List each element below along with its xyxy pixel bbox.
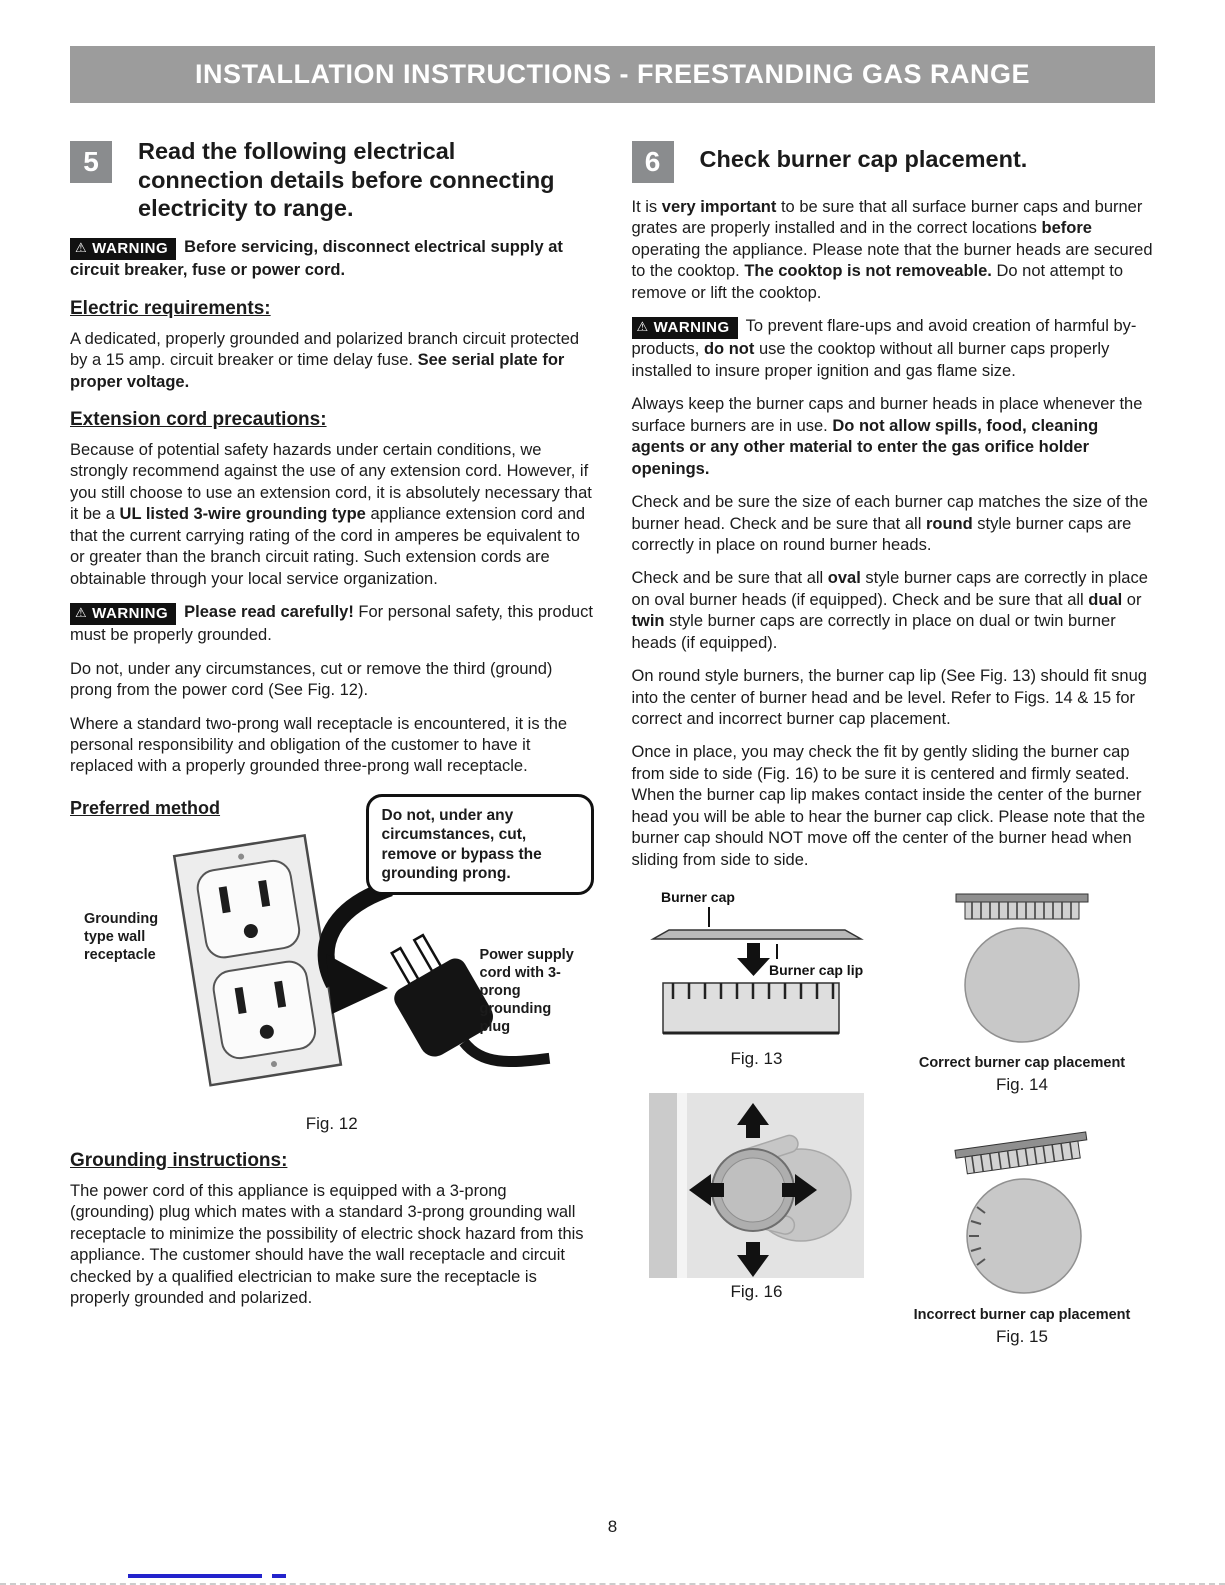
para-slide-check: Once in place, you may check the fit by gently sliding the burner cap from side to side (Fig. 16) to be sure it is centered and firmly seated. When the burner cap lip makes contact inside the center of the burner head you will be able to hear the burner cap click. Please note that the burner cap should NOT move off the center of the burner head when sliding from side to side. xyxy=(631,743,1146,869)
warning-disconnect-text: Before servicing, disconnect electrical supply at circuit breaker, fuse or power cord. xyxy=(70,237,563,280)
para-third-prong: Do not, under any circumstances, cut or remove the third (ground) prong from the power cord (See Fig. 12). xyxy=(70,659,553,700)
warning-flareups-text: To prevent flare-ups and avoid creation of harmful by-products, do not use the cooktop without all burner caps properly installed to insure proper ignition and gas flame size. xyxy=(631,317,1137,380)
figure-14-illustration xyxy=(932,889,1112,1047)
figure-12 xyxy=(70,798,594,1134)
warning-triangle-icon: ⚠ xyxy=(636,320,649,336)
step-6-header xyxy=(632,137,1156,183)
para-burner-cap-lip: On round style burners, the burner cap lip (See Fig. 13) should fit snug into the center of burner head and be level. Refer to Figs. 14 & 15 for correct and incorrect burner cap placement. xyxy=(631,667,1147,728)
figures-grid xyxy=(632,887,1156,1347)
para-extension-cord: Because of potential safety hazards under certain conditions, we strongly recommend against the use of any extension cord. However, if you still choose to use an extension cord, it is absolutely necessary that it be a UL listed 3-wire grounding type appliance extension cord and that the current carrying rating of the cord in amperes be equivalent to or greater than the branch circuit rating. Such extension cords are obtainable through your local service organization. xyxy=(70,440,592,588)
step-6-title: Check burner cap placement. xyxy=(699,146,1028,172)
warning-label: WARNING xyxy=(92,239,169,257)
warning-label: WARNING xyxy=(653,318,730,336)
heading-extension-cord: Extension cord precautions: xyxy=(70,408,327,430)
warning-disconnect-supply xyxy=(70,237,594,282)
scan-artifact-line-small xyxy=(272,1574,286,1578)
figure-12-caption: Fig. 12 xyxy=(305,1113,358,1133)
para-burner-caps-important: It is very important to be sure that all surface burner caps and burner grates are properly installed and in the correct locations before operating the appliance. Please note that the burner heads are secured to the cooktop. The cooktop is not removeable. Do not attempt to remove or lift the cooktop. xyxy=(631,198,1153,302)
preferred-method-label: Preferred method xyxy=(70,797,221,818)
burner-cap-lip-label: Burner cap lip xyxy=(768,962,863,979)
para-keep-caps-in-place: Always keep the burner caps and burner heads in place whenever the surface burners are in use. Do not allow spills, food, cleaning agents or any other material to enter the gas orifice holder openings. xyxy=(631,395,1143,478)
page-number: 8 xyxy=(607,1517,618,1536)
curved-arrow-icon xyxy=(326,888,390,1014)
page-header xyxy=(70,46,1155,103)
warning-triangle-icon: ⚠ xyxy=(75,606,88,622)
heading-electric-requirements: Electric requirements: xyxy=(70,297,271,319)
heading-grounding-instructions: Grounding instructions: xyxy=(70,1149,288,1171)
label-grounding-receptacle: Grounding type wall receptacle xyxy=(84,910,159,964)
grounding-prong-callout: Do not, under any circumstances, cut, remove or bypass the grounding prong. xyxy=(366,794,594,896)
figure-16 xyxy=(632,1093,882,1302)
step-5-header xyxy=(70,137,594,223)
figure-16-caption: Fig. 16 xyxy=(730,1282,783,1302)
step-5-number-box: 5 xyxy=(70,141,112,183)
figure-14-caption: Fig. 14 xyxy=(996,1075,1048,1095)
warning-label: WARNING xyxy=(92,604,169,622)
warning-triangle-icon: ⚠ xyxy=(75,240,88,256)
left-column xyxy=(70,137,594,1347)
warning-badge xyxy=(632,317,738,340)
para-round-caps: Check and be sure the size of each burner cap matches the size of the burner head. Check and be sure that all round style burner caps are correctly in place on round burner heads. xyxy=(631,493,1148,554)
figure-16-illustration xyxy=(649,1093,864,1278)
para-oval-dual-twin-caps: Check and be sure that all oval style burner caps are correctly in place on oval burner heads (if equipped). Check and be sure that all dual or twin style burner caps are correctly in place on dual or twin burner heads (if equipped). xyxy=(631,569,1148,652)
label-power-supply-cord: Power supply cord with 3-prong grounding plug xyxy=(479,946,574,1036)
figure-15-note: Incorrect burner cap placement xyxy=(913,1307,1131,1324)
step-6-number-box: 6 xyxy=(632,141,674,183)
para-electric-requirements: A dedicated, properly grounded and polarized branch circuit protected by a 15 amp. circuit breaker or time delay fuse. See serial plate for proper voltage. xyxy=(70,329,580,391)
burner-top-view xyxy=(965,928,1079,1042)
figure-14-note: Correct burner cap placement xyxy=(918,1055,1126,1072)
warning-badge xyxy=(70,603,176,626)
para-two-prong-receptacle: Where a standard two-prong wall receptacle is encountered, it is the personal responsibility and obligation of the customer to have it replaced with a properly grounded three-prong wall receptacle. xyxy=(70,714,568,776)
figure-13 xyxy=(632,887,882,1069)
figure-13-illustration xyxy=(647,887,867,1045)
two-column-body xyxy=(0,137,1225,1347)
para-grounding-instructions: The power cord of this appliance is equipped with a 3-prong (grounding) plug which mates with a standard 3-prong grounding wall receptacle to minimize the possibility of electric shock hazard from this appliance. The customer should have the wall receptacle and circuit checked by a qualified electrician to make sure the receptacle is properly grounded and polarized. xyxy=(70,1181,584,1308)
burner-cap-label: Burner cap xyxy=(660,889,735,906)
step-5-title: Read the following electrical connection details before connecting electricity to range. xyxy=(138,138,555,222)
burner-top-view xyxy=(967,1179,1081,1293)
warning-must-be-grounded xyxy=(70,602,594,647)
down-arrow-icon xyxy=(737,958,770,976)
figure-13-caption: Fig. 13 xyxy=(730,1049,783,1069)
wall-receptacle-illustration xyxy=(174,835,341,1085)
figure-15-caption: Fig. 15 xyxy=(996,1327,1048,1347)
figure-15 xyxy=(900,1131,1145,1347)
page-header-title: INSTALLATION INSTRUCTIONS - FREESTANDING GAS RANGE xyxy=(195,59,1030,89)
right-column xyxy=(632,137,1156,1347)
warning-badge xyxy=(70,238,176,261)
burner-cap-shape xyxy=(653,930,861,939)
scan-artifact-line xyxy=(128,1574,262,1578)
warning-flare-ups xyxy=(632,316,1156,382)
figure-15-illustration xyxy=(932,1131,1112,1299)
warning-grounded-text: Please read carefully! For personal safety, this product must be properly grounded. xyxy=(70,603,593,645)
figure-14 xyxy=(900,889,1145,1095)
